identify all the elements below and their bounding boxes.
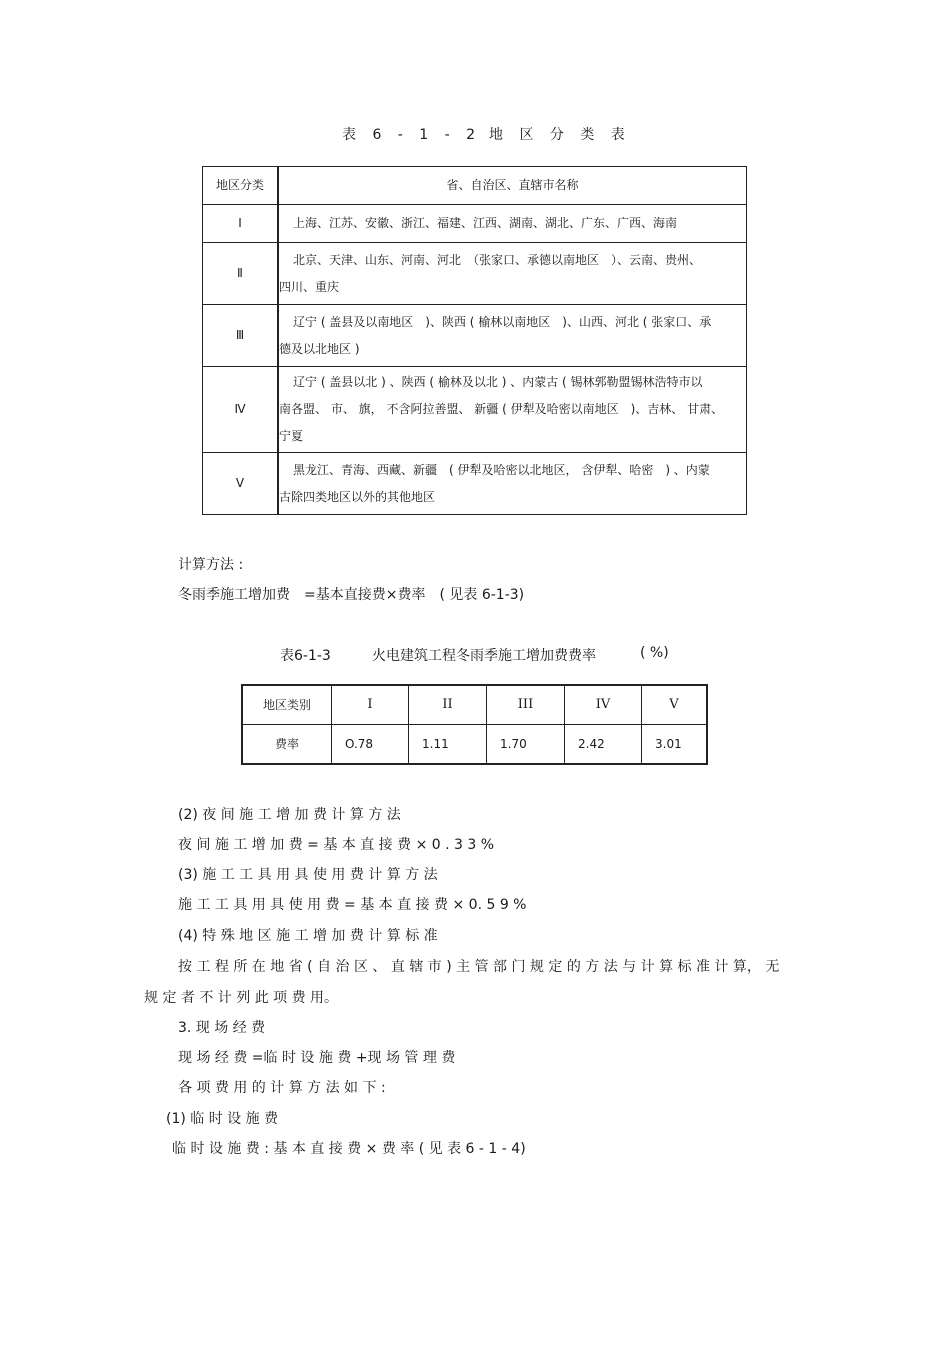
region-class-cell: Ⅲ xyxy=(203,305,279,367)
site-expense-methods: 各 项 费 用 的 计 算 方 法 如 下 : xyxy=(178,1080,386,1096)
region-class-cell: I xyxy=(203,205,279,243)
table-row xyxy=(203,305,747,367)
region-class-cell: Ⅳ xyxy=(203,367,279,453)
table1-number: 表 6 - 1 - 2 xyxy=(342,127,482,143)
table-row xyxy=(242,725,707,765)
winter-rain-rate-table xyxy=(241,684,708,765)
table-row xyxy=(203,367,747,453)
table-row xyxy=(203,243,747,305)
region-class-cell: Ⅱ xyxy=(203,243,279,305)
header-region-category: 地区类别 xyxy=(242,685,332,725)
header-class-2: II xyxy=(409,685,487,725)
table2-unit: ( %) xyxy=(640,645,669,661)
province-names-cell: 辽宁 ( 盖县及以南地区 )、陕西 ( 榆林以南地区 )、山西、河北 ( 张家口、承 德及以北地区 ) xyxy=(278,305,747,367)
tool-usage-heading: (3) 施 工 工 具 用 具 使 用 费 计 算 方 法 xyxy=(178,867,438,883)
header-province-names: 省、自治区、直辖市名称 xyxy=(278,167,747,205)
header-class-1: I xyxy=(332,685,409,725)
table-header-row xyxy=(203,167,747,205)
province-names-cell: 北京、天津、山东、河南、河北 （张家口、承德以南地区 ）、云南、贵州、 四川、重庆 xyxy=(278,243,747,305)
rate-value-cell: 3.01 xyxy=(642,725,708,765)
rate-value-cell: 1.70 xyxy=(487,725,565,765)
header-class-3: III xyxy=(487,685,565,725)
table-header-row xyxy=(242,685,707,725)
temp-facility-heading: (1) 临 时 设 施 费 xyxy=(166,1111,279,1127)
winter-rain-formula: 冬雨季施工增加费 =基本直接费×费率 ( 见表 6-1-3) xyxy=(178,587,525,603)
table1-title: 地 区 分 类 表 xyxy=(489,127,631,143)
table2-number: 表6-1-3 xyxy=(280,648,331,664)
rate-value-cell: 1.11 xyxy=(409,725,487,765)
rate-value-cell: O.78 xyxy=(332,725,409,765)
province-names-cell: 辽宁 ( 盖县以北 ) 、陕西 ( 榆林及以北 ) 、内蒙古 ( 锡林郭勒盟锡林浩特市以 南各盟、 市、 旗， 不含阿拉善盟、 新疆 ( 伊犁及哈密以南地区 )、吉林、 甘肃、 宁夏 xyxy=(278,367,747,453)
rate-value-cell: 2.42 xyxy=(565,725,642,765)
table-row xyxy=(203,205,747,243)
province-names-cell: 上海、江苏、安徽、浙江、福建、江西、湖南、湖北、广东、广西、海南 xyxy=(278,205,747,243)
night-work-formula: 夜 间 施 工 增 加 费 = 基 本 直 接 费 × 0 . 3 3 % xyxy=(178,837,495,853)
region-class-cell: V xyxy=(203,453,279,515)
night-work-heading: (2) 夜 间 施 工 增 加 费 计 算 方 法 xyxy=(178,807,401,823)
table2-title: 火电建筑工程冬雨季施工增加费费率 xyxy=(372,648,596,664)
header-class-4: IV xyxy=(565,685,642,725)
special-region-heading: (4) 特 殊 地 区 施 工 增 加 费 计 算 标 准 xyxy=(178,928,438,944)
tool-usage-formula: 施 工 工 具 用 具 使 用 费 = 基 本 直 接 费 × 0. 5 9 % xyxy=(178,897,527,913)
temp-facility-formula: 临 时 设 施 费 : 基 本 直 接 费 × 费 率 ( 见 表 6 - 1 - 4) xyxy=(172,1141,526,1157)
province-names-cell: 黑龙江、青海、西藏、新疆 ( 伊犁及哈密以北地区， 含伊犁、哈密 ) 、内蒙 古除四类地区以外的其他地区 xyxy=(278,453,747,515)
site-expense-heading: 3. 现 场 经 费 xyxy=(178,1020,266,1036)
special-region-body-line1: 按 工 程 所 在 地 省 ( 自 治 区 、 直 辖 市 ) 主 管 部 门 规 定 的 方 法 与 计 算 标 准 计 算， 无 xyxy=(178,959,780,975)
region-classification-table xyxy=(202,166,747,515)
site-expense-formula: 现 场 经 费 =临 时 设 施 费 +现 场 管 理 费 xyxy=(178,1050,456,1066)
rate-label-cell: 费率 xyxy=(242,725,332,765)
header-region-class: 地区分类 xyxy=(203,167,279,205)
special-region-body-line2: 规 定 者 不 计 列 此 项 费 用。 xyxy=(144,990,339,1006)
header-class-5: V xyxy=(642,685,708,725)
calc-method-label: 计算方法 : xyxy=(178,557,244,573)
table-row xyxy=(203,453,747,515)
